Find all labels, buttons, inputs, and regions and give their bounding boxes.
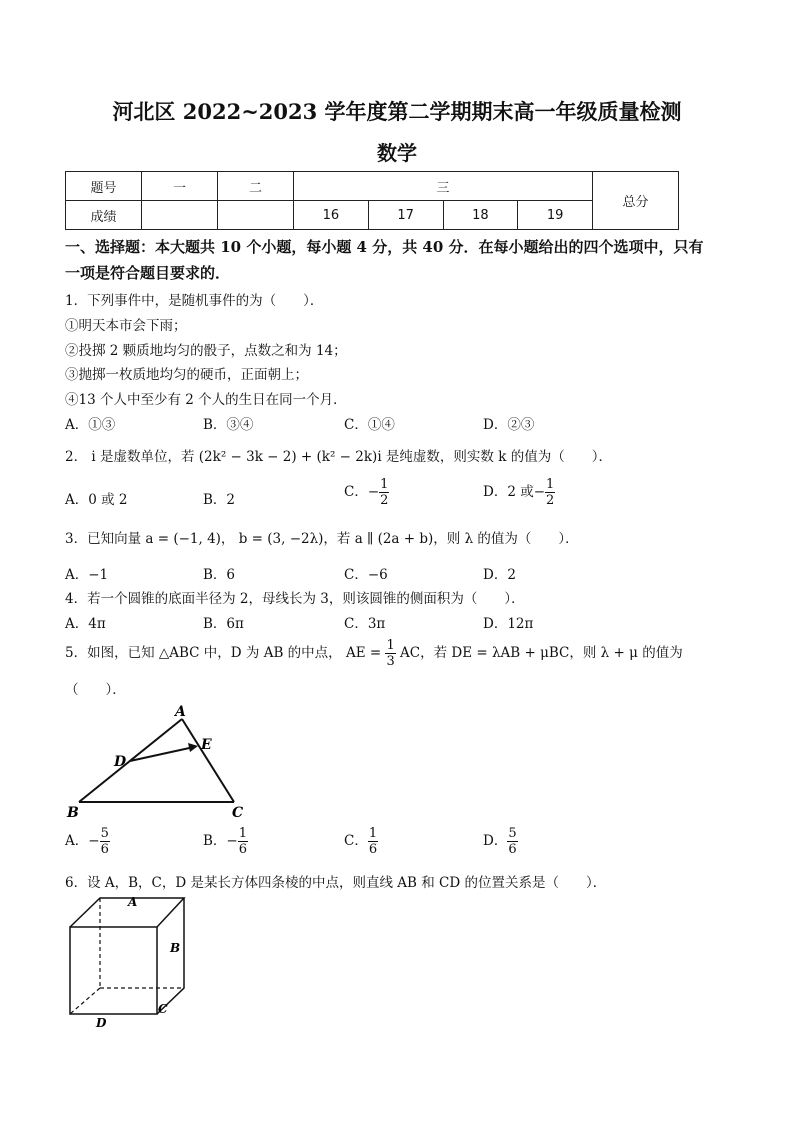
q1-item-3: ③抛掷一枚质地均匀的硬币，正面朝上；	[65, 367, 308, 383]
q2-option-d[interactable]	[483, 477, 555, 508]
q2-option-c-label: C．−	[344, 484, 380, 500]
label-d: D	[114, 754, 127, 770]
edge-ac	[182, 719, 234, 802]
sub-col-19: 19	[518, 201, 593, 230]
q2-option-a[interactable]: A．0 或 2	[65, 492, 128, 508]
q1-option-b[interactable]: B．③④	[203, 417, 254, 433]
exam-title: 河北区 2022~2023 学年度第二学期期末高一年级质量检测	[112, 99, 682, 124]
q2-option-d-label: D．2 或−	[483, 484, 546, 500]
q1-option-c[interactable]: C．①④	[344, 417, 395, 433]
hidden-edge-diagonal	[70, 988, 100, 1014]
q3-option-c[interactable]: C．−6	[344, 567, 388, 583]
fraction: $\frac{5}{6}$	[100, 826, 109, 857]
label-b: B	[67, 805, 79, 821]
q2-option-b[interactable]: B．2	[203, 492, 236, 508]
q4-stem: 4．若一个圆锥的底面半径为 2，母线长为 3，则该圆锥的侧面积为（ ）．	[65, 591, 525, 607]
q1-option-a[interactable]: A．①③	[65, 417, 116, 433]
label-b: B	[170, 941, 181, 955]
label-e: E	[201, 737, 212, 753]
q1-stem: 1．下列事件中，是随机事件的为（ ）．	[65, 293, 324, 309]
q5-stem: 5．如图，已知 △ABC 中，D 为 AB 的中点， AE = $\frac{1}{3}$ AC，若 DE = λAB + μBC，则 λ + μ 的值为	[65, 638, 683, 669]
sub-col-16: 16	[294, 201, 369, 230]
right-face-edges	[157, 898, 184, 1014]
section-heading-line1: 一、选择题：本大题共 10 个小题，每小题 4 分，共 40 分．在每小题给出的四个选项中，只有	[65, 238, 704, 256]
col-section-three: 三	[294, 172, 593, 201]
row-label-score: 成绩	[66, 201, 142, 230]
q1-item-2: ②投掷 2 颗质地均匀的骰子，点数之和为 14；	[65, 343, 347, 359]
fraction: $\frac{1}{6}$	[238, 826, 248, 857]
q6-stem: 6．设 A，B，C，D 是某长方体四条棱的中点，则直线 AB 和 CD 的位置关系是（ ）．	[65, 875, 607, 891]
section-heading-line2: 一项是符合题目要求的．	[65, 264, 231, 282]
fraction: $\frac{1}{2}$	[380, 477, 389, 508]
triangle-figure	[62, 700, 262, 825]
fraction: $\frac{5}{6}$	[508, 826, 517, 857]
score-table	[65, 171, 679, 230]
front-face	[70, 927, 157, 1014]
fraction: $\frac{1}{3}$	[386, 638, 395, 669]
q3-option-b[interactable]: B．6	[203, 567, 236, 583]
q5-option-d[interactable]: D． $\frac{5}{6}$	[483, 826, 517, 857]
sub-col-18: 18	[443, 201, 518, 230]
q4-option-b[interactable]: B．6π	[203, 616, 244, 632]
q4-option-d[interactable]: D．12π	[483, 616, 534, 632]
q5-stem-end: （ ）．	[65, 682, 126, 698]
col-total: 总分	[593, 172, 679, 230]
top-face-edges	[70, 898, 184, 927]
label-d: D	[96, 1016, 107, 1030]
row-label-question-no: 题号	[66, 172, 142, 201]
q4-option-a[interactable]: A．4π	[65, 616, 106, 632]
q2-option-c[interactable]	[344, 477, 389, 508]
label-a: A	[175, 704, 186, 720]
q5-option-b[interactable]: B．− $\frac{1}{6}$	[203, 826, 248, 857]
q3-option-d[interactable]: D．2	[483, 567, 516, 583]
score-cell-one[interactable]	[142, 201, 218, 230]
q1-option-d[interactable]: D．②③	[483, 417, 535, 433]
sub-col-17: 17	[368, 201, 443, 230]
q5-option-a[interactable]: A．− $\frac{5}{6}$	[65, 826, 109, 857]
q3-stem: 3．已知向量 a = (−1, 4)， b = (3, −2λ)，若 a ∥ (2a + b)，则 λ 的值为（ ）．	[65, 531, 579, 547]
subject-title: 数学	[377, 141, 417, 165]
label-c: C	[232, 805, 244, 821]
q5-option-c[interactable]: C． $\frac{1}{6}$	[344, 826, 378, 857]
score-cell-two[interactable]	[218, 201, 294, 230]
arrow-head	[188, 743, 198, 752]
label-c: C	[158, 1002, 168, 1016]
label-a: A	[128, 895, 138, 909]
col-section-one: 一	[142, 172, 218, 201]
fraction: $\frac{1}{2}$	[546, 477, 555, 508]
q2-stem: 2． i 是虚数单位，若 (2k² − 3k − 2) + (k² − 2k)i 是纯虚数，则实数 k 的值为（ ）．	[65, 449, 612, 465]
q1-item-1: ①明天本市会下雨；	[65, 318, 187, 334]
fraction: $\frac{1}{6}$	[368, 826, 378, 857]
q1-item-4: ④13 个人中至少有 2 个人的生日在同一个月．	[65, 392, 347, 408]
col-section-two: 二	[218, 172, 294, 201]
q3-option-a[interactable]: A．−1	[65, 567, 109, 583]
q4-option-c[interactable]: C．3π	[344, 616, 386, 632]
cuboid-figure	[62, 893, 192, 1033]
